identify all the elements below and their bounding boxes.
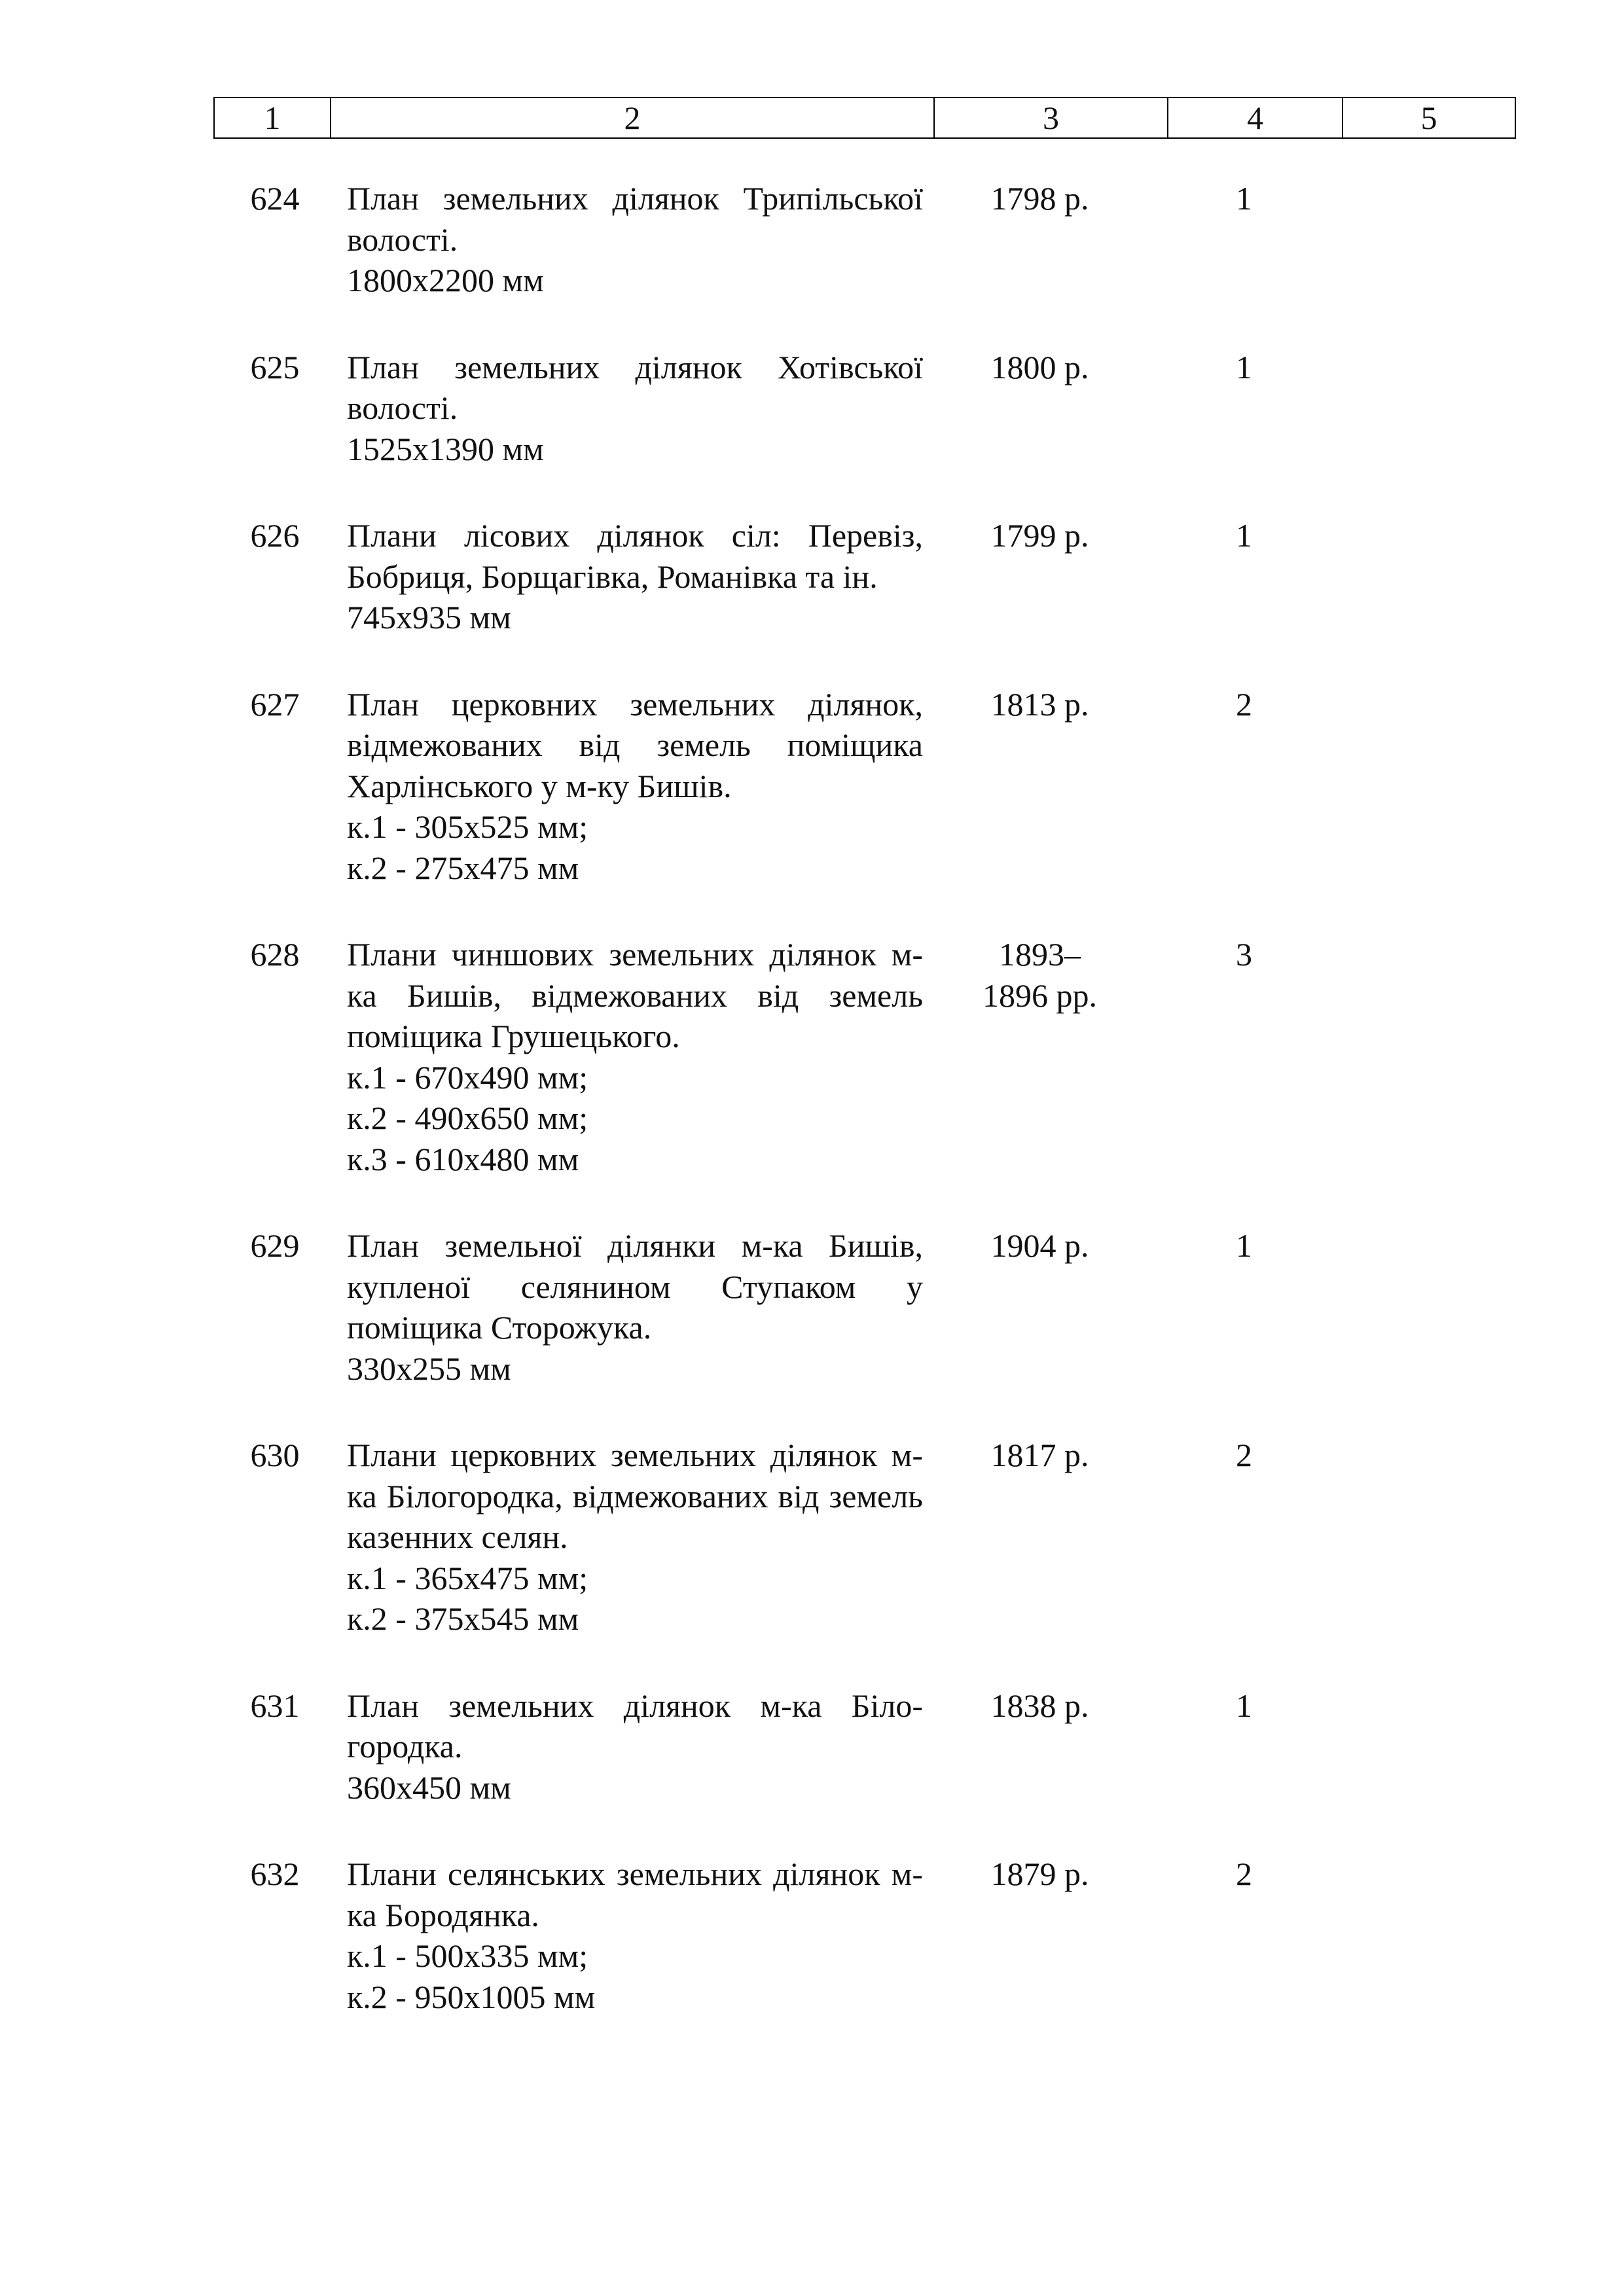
item-description-cell — [330, 1225, 923, 1389]
item-size: 1800х2200 мм — [347, 262, 544, 298]
item-description-cell — [330, 515, 923, 638]
column-header-2: 2 — [331, 98, 935, 137]
item-date — [923, 684, 1157, 889]
item-description: Плани церковних земельних ділянок м-ка Білогородка, відмежованих від земель казенних селян. — [347, 1437, 923, 1555]
column-header-1: 1 — [215, 98, 331, 137]
item-description: Плани селянських земельних ділянок м-ка Бородянка. — [347, 1856, 923, 1933]
item-date-line: 1798 р. — [990, 180, 1089, 217]
item-size: 330х255 мм — [347, 1350, 511, 1387]
item-date — [923, 934, 1157, 1179]
item-date-line: 1817 р. — [990, 1437, 1089, 1473]
column-header-5: 5 — [1420, 99, 1437, 136]
item-size: 360х450 мм — [347, 1768, 511, 1806]
item-description: Плани лісових ділянок сіл: Перевіз, Бобриця, Борщагівка, Романівка та ін. — [347, 517, 923, 595]
item-description-cell — [330, 178, 923, 301]
list-item — [213, 684, 1516, 889]
item-size: 1525х1390 мм — [347, 430, 544, 467]
list-item — [213, 515, 1516, 638]
item-description-cell — [330, 347, 923, 470]
item-date-line: 1799 р. — [990, 517, 1089, 554]
item-description-cell — [330, 1435, 923, 1640]
item-size: к.3 - 610х480 мм — [347, 1140, 579, 1177]
list-item — [213, 934, 1516, 1179]
item-date-line: 1896 рр. — [983, 977, 1097, 1014]
item-size: к.2 - 275х475 мм — [347, 849, 579, 886]
item-description: Плани чиншових земельних ділянок м-ка Бишів, відмежованих від земель поміщика Грушецького. — [347, 936, 923, 1054]
column-header-3: 3 — [935, 98, 1168, 137]
item-size: к.1 - 365х475 мм; — [347, 1559, 588, 1596]
item-number: 632 — [250, 1856, 300, 1892]
item-number: 626 — [250, 517, 300, 554]
item-description-cell — [330, 1685, 923, 1808]
item-number: 631 — [250, 1687, 300, 1724]
list-item — [213, 1854, 1516, 2017]
item-description-cell — [330, 684, 923, 889]
list-item — [213, 1225, 1516, 1389]
item-date-line: 1800 р. — [990, 348, 1089, 386]
item-date — [923, 1685, 1157, 1808]
item-description: План церковних земельних ділянок, відмежованих від земель поміщика Харлінського у м-ку Бишів. — [347, 685, 923, 804]
item-description: План земельних ділянок Трипільської волості. — [347, 180, 923, 258]
item-sheet-count: 1 — [1236, 1687, 1252, 1724]
item-sheet-count: 1 — [1236, 517, 1252, 554]
item-number: 625 — [250, 348, 300, 386]
item-description: План земельної ділянки м-ка Бишів, купленої селянином Ступаком у поміщика Сторожука. — [347, 1227, 923, 1346]
item-sheet-count: 3 — [1236, 936, 1252, 973]
list-item — [213, 1685, 1516, 1808]
item-sheet-count: 1 — [1236, 1227, 1252, 1264]
item-description-cell — [330, 934, 923, 1179]
item-number: 627 — [250, 685, 300, 723]
item-number: 624 — [250, 180, 300, 217]
item-date-line: 1904 р. — [990, 1227, 1089, 1264]
item-date — [923, 515, 1157, 638]
item-date — [923, 178, 1157, 301]
item-date — [923, 1854, 1157, 2017]
item-sheet-count: 1 — [1236, 348, 1252, 386]
item-sheet-count: 2 — [1236, 685, 1252, 723]
item-size: к.2 - 950х1005 мм — [347, 1978, 596, 2015]
item-description: План земельних ділянок Хотівської волості. — [347, 348, 923, 426]
item-description-cell — [330, 1854, 923, 2017]
entries-list — [213, 178, 1516, 2017]
item-date-line: 1879 р. — [990, 1856, 1089, 1892]
item-date — [923, 347, 1157, 470]
item-size: 745х935 мм — [347, 599, 511, 636]
item-size: к.1 - 670х490 мм; — [347, 1058, 588, 1096]
item-sheet-count: 1 — [1236, 180, 1252, 217]
item-date — [923, 1435, 1157, 1640]
column-header-row — [213, 97, 1516, 139]
item-number: 628 — [250, 936, 300, 973]
item-number: 630 — [250, 1437, 300, 1473]
item-date-line: 1893– — [999, 936, 1081, 973]
list-item — [213, 1435, 1516, 1640]
item-sheet-count: 2 — [1236, 1437, 1252, 1473]
item-date — [923, 1225, 1157, 1389]
item-sheet-count: 2 — [1236, 1856, 1252, 1892]
item-date-line: 1838 р. — [990, 1687, 1089, 1724]
item-size: к.1 - 500х335 мм; — [347, 1937, 588, 1974]
item-size: к.1 - 305х525 мм; — [347, 808, 588, 845]
column-header-4: 4 — [1168, 98, 1343, 137]
item-size: к.2 - 490х650 мм; — [347, 1100, 588, 1136]
item-number: 629 — [250, 1227, 300, 1264]
list-item — [213, 347, 1516, 470]
item-date-line: 1813 р. — [990, 685, 1089, 723]
item-size: к.2 - 375х545 мм — [347, 1600, 579, 1637]
item-description: План земельних ділянок м-ка Біло-городка. — [347, 1687, 923, 1765]
list-item — [213, 178, 1516, 301]
